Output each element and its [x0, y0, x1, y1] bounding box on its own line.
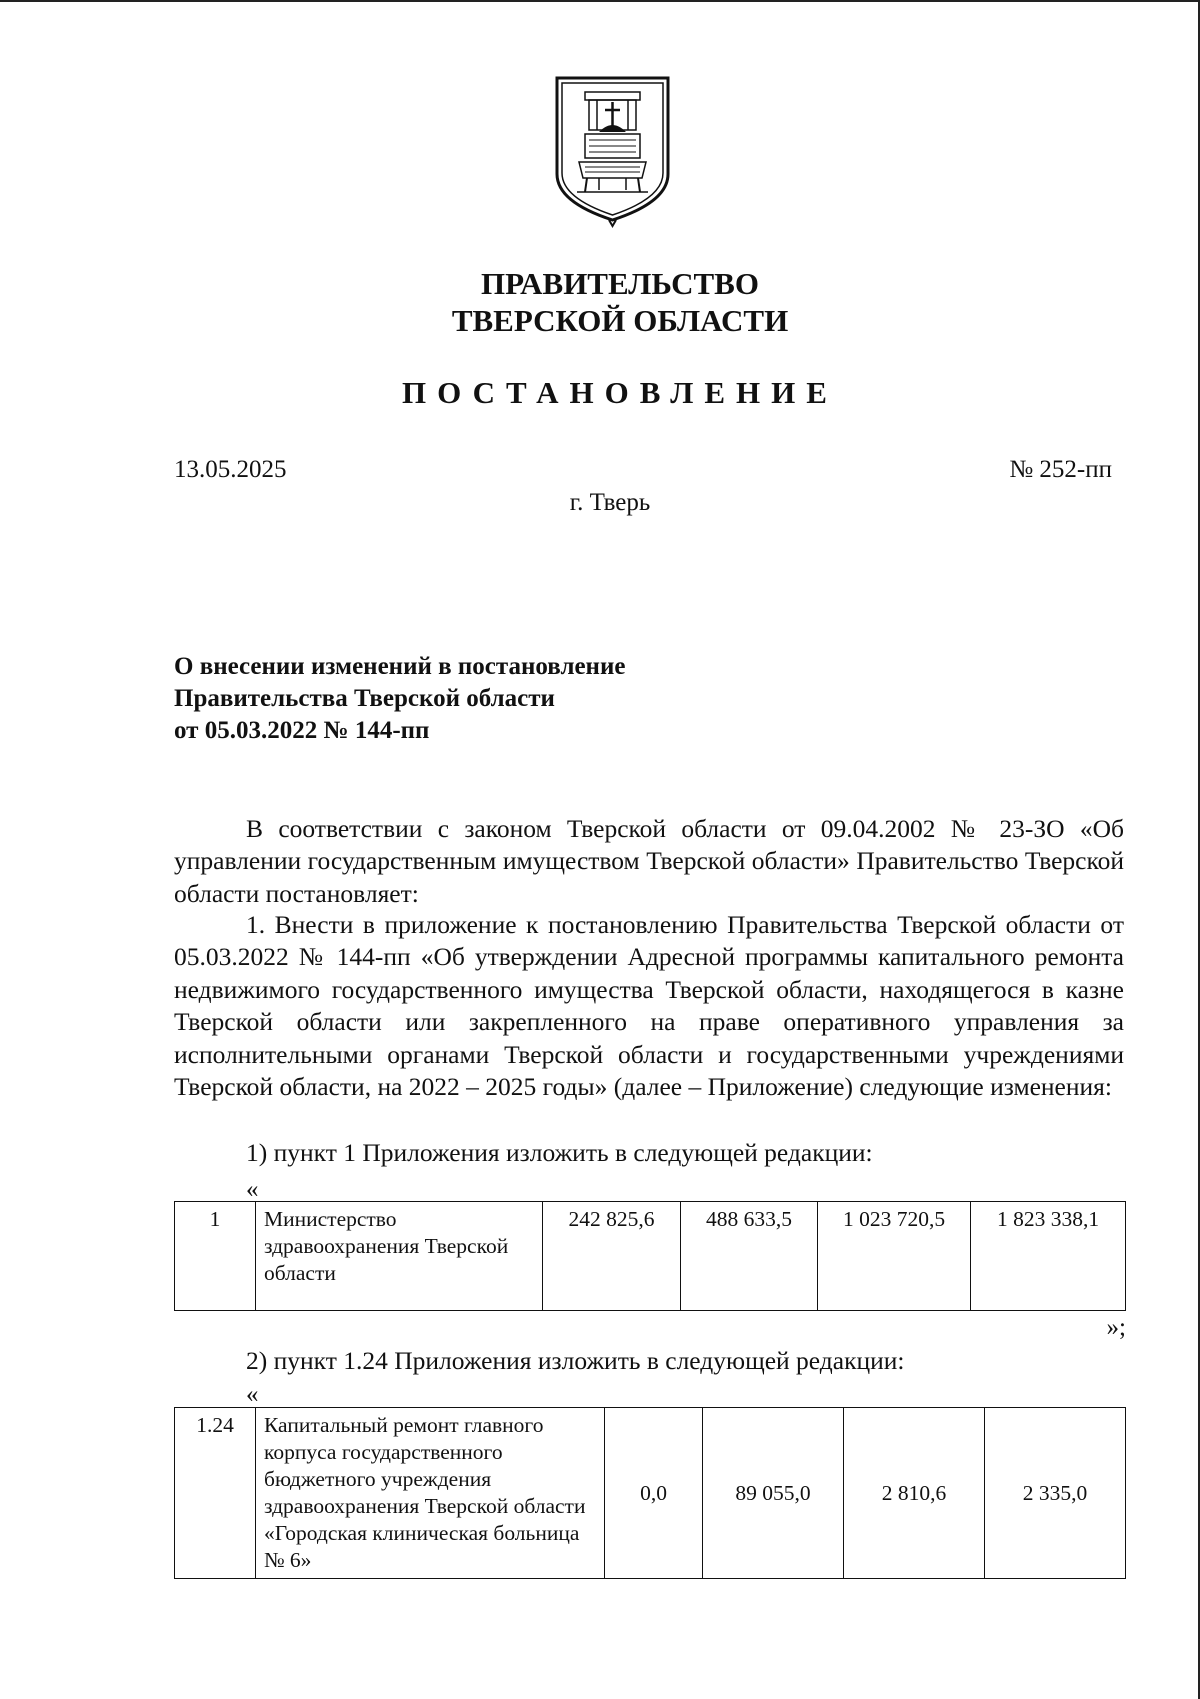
item-1-text: 1) пункт 1 Приложения изложить в следующей редакции: — [246, 1138, 873, 1167]
body-paragraph-2 — [174, 909, 1124, 1103]
item-2-text: 2) пункт 1.24 Приложения изложить в следующей редакции: — [246, 1346, 905, 1375]
title-line3: от 05.03.2022 № 144-пп — [174, 717, 430, 744]
cell-value: 1 023 720,5 — [818, 1202, 971, 1311]
document-number: № 252-пп — [1009, 456, 1112, 483]
quote-close-1: »; — [1106, 1314, 1126, 1341]
org-name-line1: ПРАВИТЕЛЬСТВО — [481, 266, 759, 301]
body-paragraph-1 — [174, 813, 1124, 910]
cell-value: 242 825,6 — [543, 1202, 681, 1311]
cell-value: 89 055,0 — [703, 1408, 844, 1579]
body-item-1 — [246, 1137, 1126, 1169]
preamble-text: В соответствии с законом Тверской области от 09.04.2002 № 23-ЗО «Об управлении государственным имуществом Тверской области» Правительство Тверской области постановляет: — [174, 814, 1124, 908]
document-city: г. Тверь — [569, 489, 651, 516]
cell-name: Министерство здравоохранения Тверской области — [256, 1202, 543, 1311]
table-row — [175, 1202, 1126, 1311]
cell-value: 2 335,0 — [985, 1408, 1126, 1579]
document-type: ПОСТАНОВЛЕНИЕ — [402, 375, 838, 410]
clause-1-text: 1. Внести в приложение к постановлению Правительства Тверской области от 05.03.2022 № 144-пп «Об утверждении Адресной программы капитального ремонта недвижимого государственного имущества Тверской области, находящегося в казне Тверской области или закрепленного на праве оперативного управления за исполнительными органами Тверской области и государственными учреждениями Тверской области, на 2022 – 2025 годы» (далее – Приложение) следующие изменения: — [174, 910, 1124, 1102]
cell-number: 1 — [175, 1202, 256, 1311]
cell-value: 1 823 338,1 — [971, 1202, 1126, 1311]
cell-number: 1.24 — [175, 1408, 256, 1579]
quote-open-1: « — [246, 1176, 259, 1203]
cell-name: Капитальный ремонт главного корпуса государственного бюджетного учреждения здравоохранения Тверской области «Городская клиническая больница № 6» — [256, 1408, 605, 1579]
table-item-1-24 — [174, 1407, 1126, 1579]
cell-value: 2 810,6 — [844, 1408, 985, 1579]
cell-value: 488 633,5 — [681, 1202, 818, 1311]
table-item-1 — [174, 1201, 1126, 1311]
document-date: 13.05.2025 — [174, 456, 287, 483]
table-row — [175, 1408, 1126, 1579]
title-line1: О внесении изменений в постановление — [174, 653, 626, 680]
org-name-line2: ТВЕРСКОЙ ОБЛАСТИ — [451, 303, 789, 338]
cell-value: 0,0 — [605, 1408, 703, 1579]
document-title — [174, 651, 625, 747]
scan-border-top — [0, 0, 1200, 2]
title-line2: Правительства Тверской области — [174, 685, 555, 712]
quote-open-2: « — [246, 1381, 259, 1408]
tver-coat-of-arms-icon — [549, 74, 676, 230]
